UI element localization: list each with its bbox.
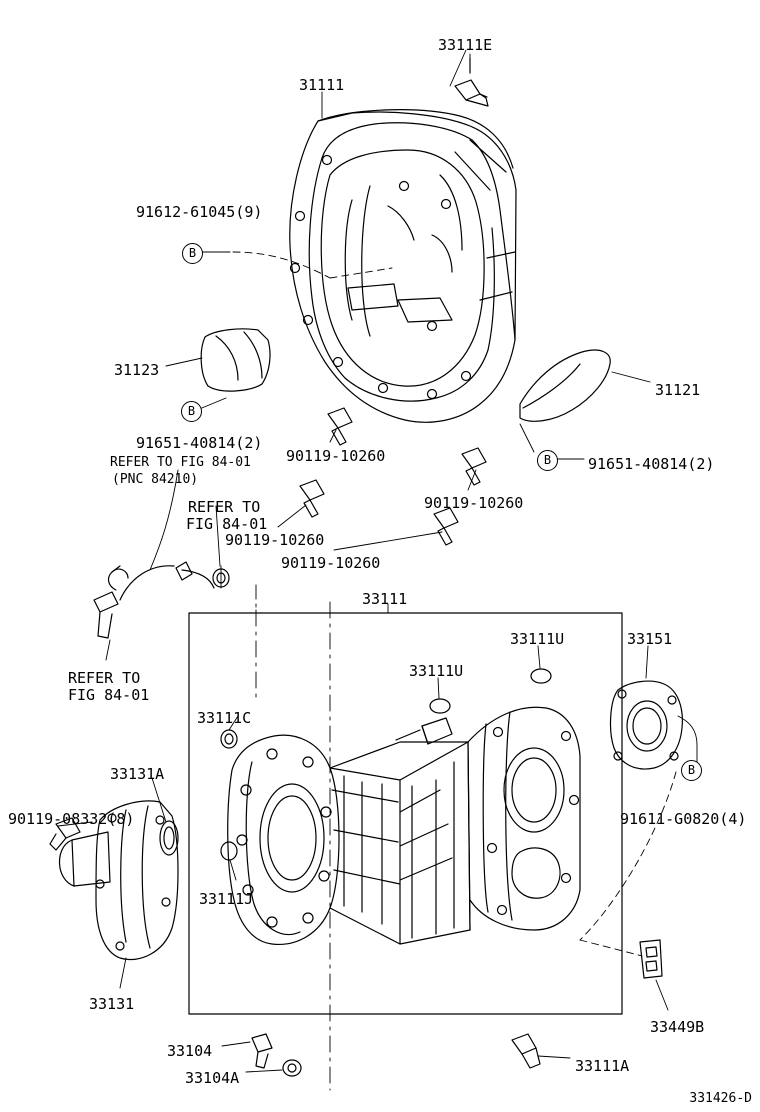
callout-90119-08332: 90119-08332(8) bbox=[8, 810, 135, 828]
b-marker-91651-left: B bbox=[181, 401, 202, 422]
callout-31121: 31121 bbox=[655, 381, 701, 399]
callout-33111e: 33111E bbox=[438, 36, 493, 54]
b-marker-91612: B bbox=[182, 243, 203, 264]
callout-33104a: 33104A bbox=[185, 1069, 240, 1087]
callout-33111a: 33111A bbox=[575, 1057, 630, 1075]
callout-33111u-right: 33111U bbox=[510, 630, 565, 648]
callout-33131: 33131 bbox=[89, 995, 135, 1013]
callout-33151: 33151 bbox=[627, 630, 673, 648]
callout-33111j: 33111J bbox=[199, 890, 254, 908]
b-marker-91651-right: B bbox=[537, 450, 558, 471]
callout-91611-g0820: 91611-G0820(4) bbox=[620, 810, 747, 828]
callout-33111c: 33111C bbox=[197, 709, 252, 727]
callout-31123: 31123 bbox=[114, 361, 160, 379]
diagram-code: 331426-D bbox=[689, 1091, 752, 1106]
callout-33111-main: 33111 bbox=[362, 590, 408, 608]
callout-refer-to-fig-84-01-c2: FIG 84-01 bbox=[68, 686, 150, 704]
callout-33131a: 33131A bbox=[110, 765, 165, 783]
callout-90119-10260-b: 90119-10260 bbox=[424, 494, 524, 512]
callout-90119-10260-d: 90119-10260 bbox=[281, 554, 381, 572]
callout-refer-to-fig-84-01-b1: REFER TO bbox=[188, 498, 261, 516]
callout-pnc-84210: (PNC 84210) bbox=[112, 472, 199, 487]
callout-refer-fig-84-01-pnc: REFER TO FIG 84-01 bbox=[110, 455, 251, 470]
callout-31111: 31111 bbox=[299, 76, 345, 94]
callout-91651-40814-right: 91651-40814(2) bbox=[588, 455, 715, 473]
callout-33104: 33104 bbox=[167, 1042, 213, 1060]
callout-90119-10260-a: 90119-10260 bbox=[286, 447, 386, 465]
callout-33449b: 33449B bbox=[650, 1018, 705, 1036]
callout-90119-10260-c: 90119-10260 bbox=[225, 531, 325, 549]
b-marker-91611: B bbox=[681, 760, 702, 781]
callout-91612-61045: 91612-61045(9) bbox=[136, 203, 263, 221]
callout-91651-40814-left: 91651-40814(2) bbox=[136, 434, 263, 452]
callout-refer-to-fig-84-01-c1: REFER TO bbox=[68, 669, 141, 687]
callout-refer-to-fig-84-01-b2: FIG 84-01 bbox=[186, 515, 268, 533]
callout-33111u-left: 33111U bbox=[409, 662, 464, 680]
